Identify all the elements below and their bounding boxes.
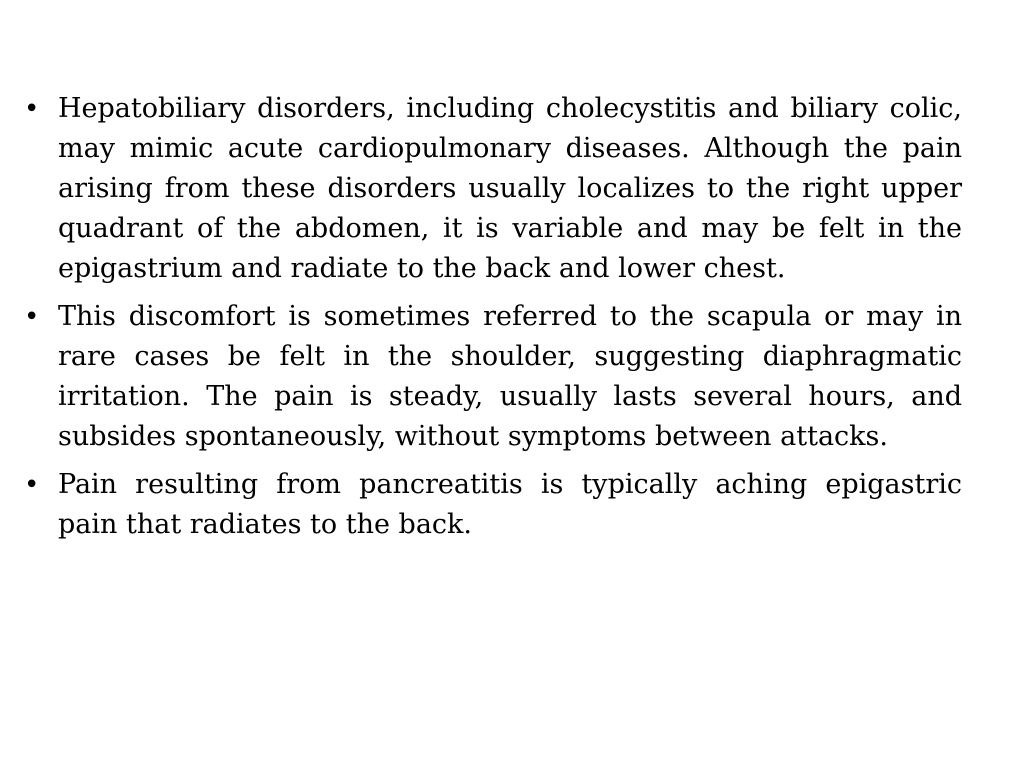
bullet-text: This discomfort is sometimes referred to the scapula or may in rare cases be felt in the shoulder, suggesting diaphragmatic irritation. The pain is steady, usually lasts several hours, and subsides spontaneously, without symptoms between attacks. xyxy=(58,301,962,452)
bullet-item-pancreatitis xyxy=(22,465,962,545)
bullet-list xyxy=(22,89,962,553)
bullet-dot-icon: • xyxy=(24,302,40,332)
bullet-text: Hepatobiliary disorders, including cholecystitis and biliary colic, may mimic acute cardiopulmonary diseases. Although the pain arising from these disorders usually localizes to the right upper quadrant of the abdomen, it is variable and may be felt in the epigastrium and radiate to the back and lower chest. xyxy=(58,93,962,284)
bullet-item-discomfort xyxy=(22,297,962,457)
bullet-item-hepatobiliary xyxy=(22,89,962,289)
bullet-dot-icon: • xyxy=(24,470,40,500)
bullet-dot-icon: • xyxy=(24,94,40,124)
bullet-text: Pain resulting from pancreatitis is typically aching epigastric pain that radiates to the back. xyxy=(58,469,962,540)
